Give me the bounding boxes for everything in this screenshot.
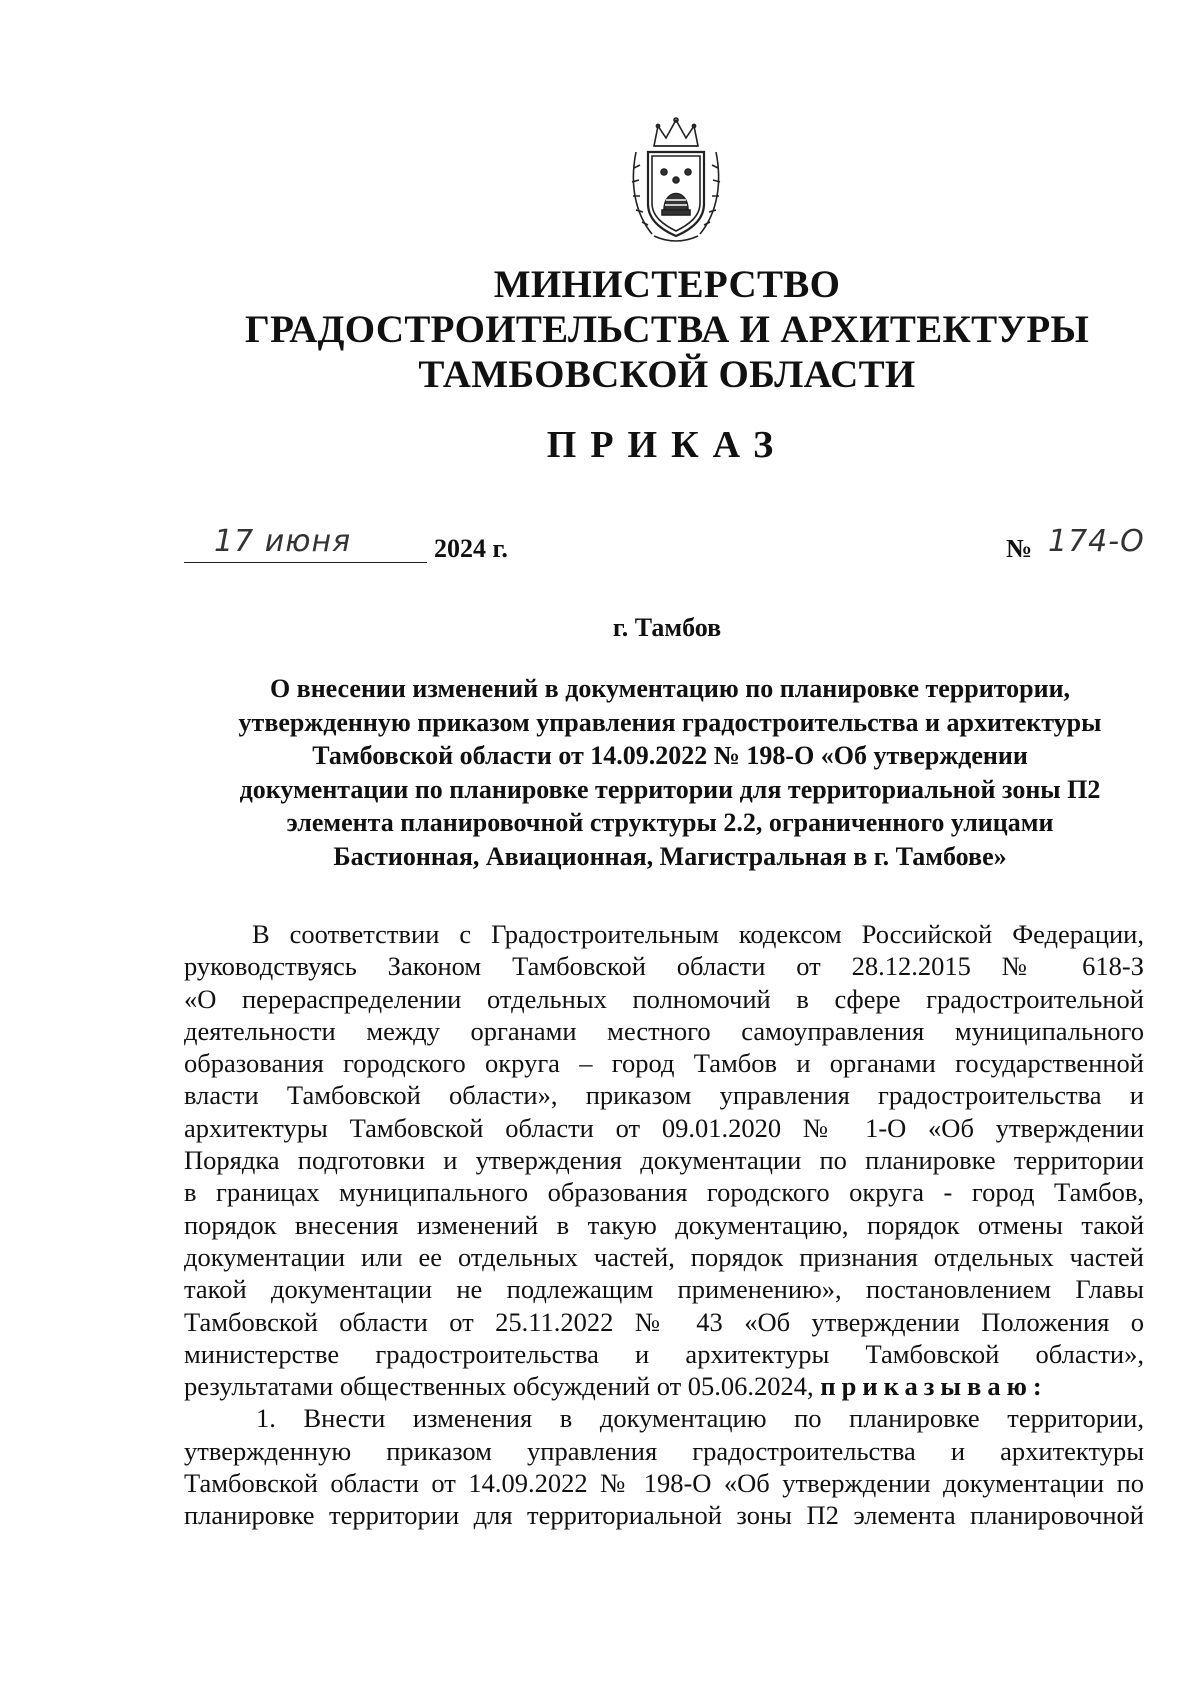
body-line: министерстве градостроительства и архитектуры Тамбовской области», <box>184 1338 1144 1369</box>
body-line: Тамбовской области от 25.11.2022 № 43 «Об утверждении Положения о <box>184 1306 1144 1337</box>
body-line: «О перераспределении отдельных полномочий в сфере градостроительной <box>184 983 1144 1014</box>
order-subject <box>160 672 1180 873</box>
body-line: такой документации не подлежащим применению», постановлением Главы <box>184 1274 1144 1305</box>
resolution-emphasis: приказываю: <box>820 1371 1048 1402</box>
ministry-name <box>0 262 1200 397</box>
subject-line: документации по планировке территории для территориальной зоны П2 <box>239 774 1101 804</box>
ministry-line-2: ГРАДОСТРОИТЕЛЬСТВА И АРХИТЕКТУРЫ <box>244 308 1090 351</box>
body-line: в границах муниципального образования городского округа - город Тамбов, <box>184 1177 1144 1208</box>
body-line: образования городского округа – город Тамбов и органами государственной <box>184 1048 1144 1079</box>
subject-line: элемента планировочной структуры 2.2, ограниченного улицами <box>286 808 1054 837</box>
handwritten-number: 174-О <box>1048 524 1145 559</box>
body-line: власти Тамбовской области», приказом управления градостроительства и <box>184 1080 1144 1111</box>
body-line: деятельности между органами местного самоуправления муниципального <box>184 1015 1144 1046</box>
body-line-resolution <box>184 1370 1144 1402</box>
order-body <box>184 918 1144 1532</box>
item-line: 1. Внести изменения в документацию по планировке территории, <box>256 1403 1144 1434</box>
body-line: документации или ее отдельных частей, порядок признания отдельных частей <box>184 1241 1144 1272</box>
coat-of-arms-emblem <box>624 112 728 248</box>
date-underline <box>184 562 427 563</box>
subject-line: Тамбовской области от 14.09.2022 № 198-О «Об утверждении <box>312 741 1028 770</box>
body-line: Порядка подготовки и утверждения документации по планировке территории <box>184 1145 1144 1176</box>
ministry-line-1: МИНИСТЕРСТВО <box>493 263 841 306</box>
subject-line: О внесении изменений в документацию по планировке территории, <box>269 674 1071 703</box>
item-line: планировке территории для территориальной зоны П2 элемента планировочной <box>184 1500 1144 1531</box>
handwritten-date: 17 июня <box>214 524 352 559</box>
subject-line: Бастионная, Авиационная, Магистральная в г. Тамбове» <box>333 841 1007 871</box>
body-line: порядок внесения изменений в такую документацию, порядок отмены такой <box>184 1209 1144 1240</box>
subject-line: утвержденную приказом управления градостроительства и архитектуры <box>238 707 1102 737</box>
number-label: № <box>1006 534 1033 563</box>
city-name: г. Тамбов <box>612 613 722 642</box>
resolution-prefix: результатами общественных обсуждений от 05.06.2024, <box>184 1371 814 1402</box>
item-line: Тамбовской области от 14.09.2022 № 198-О «Об утверждении документации по <box>184 1468 1144 1499</box>
date-number-row <box>184 522 1154 582</box>
order-title: ПРИКАЗ <box>546 424 788 466</box>
date-year: 2024 г. <box>434 534 508 563</box>
body-line: В соответствии с Градостроительным кодексом Российской Федерации, <box>252 919 1144 949</box>
item-line: утвержденную приказом управления градостроительства и архитектуры <box>184 1435 1144 1466</box>
ministry-line-3: ТАМБОВСКОЙ ОБЛАСТИ <box>418 353 916 396</box>
body-line: руководствуясь Законом Тамбовской области от 28.12.2015 № 618-З <box>184 951 1144 982</box>
body-line: архитектуры Тамбовской области от 09.01.2020 № 1-О «Об утверждении <box>184 1112 1144 1143</box>
